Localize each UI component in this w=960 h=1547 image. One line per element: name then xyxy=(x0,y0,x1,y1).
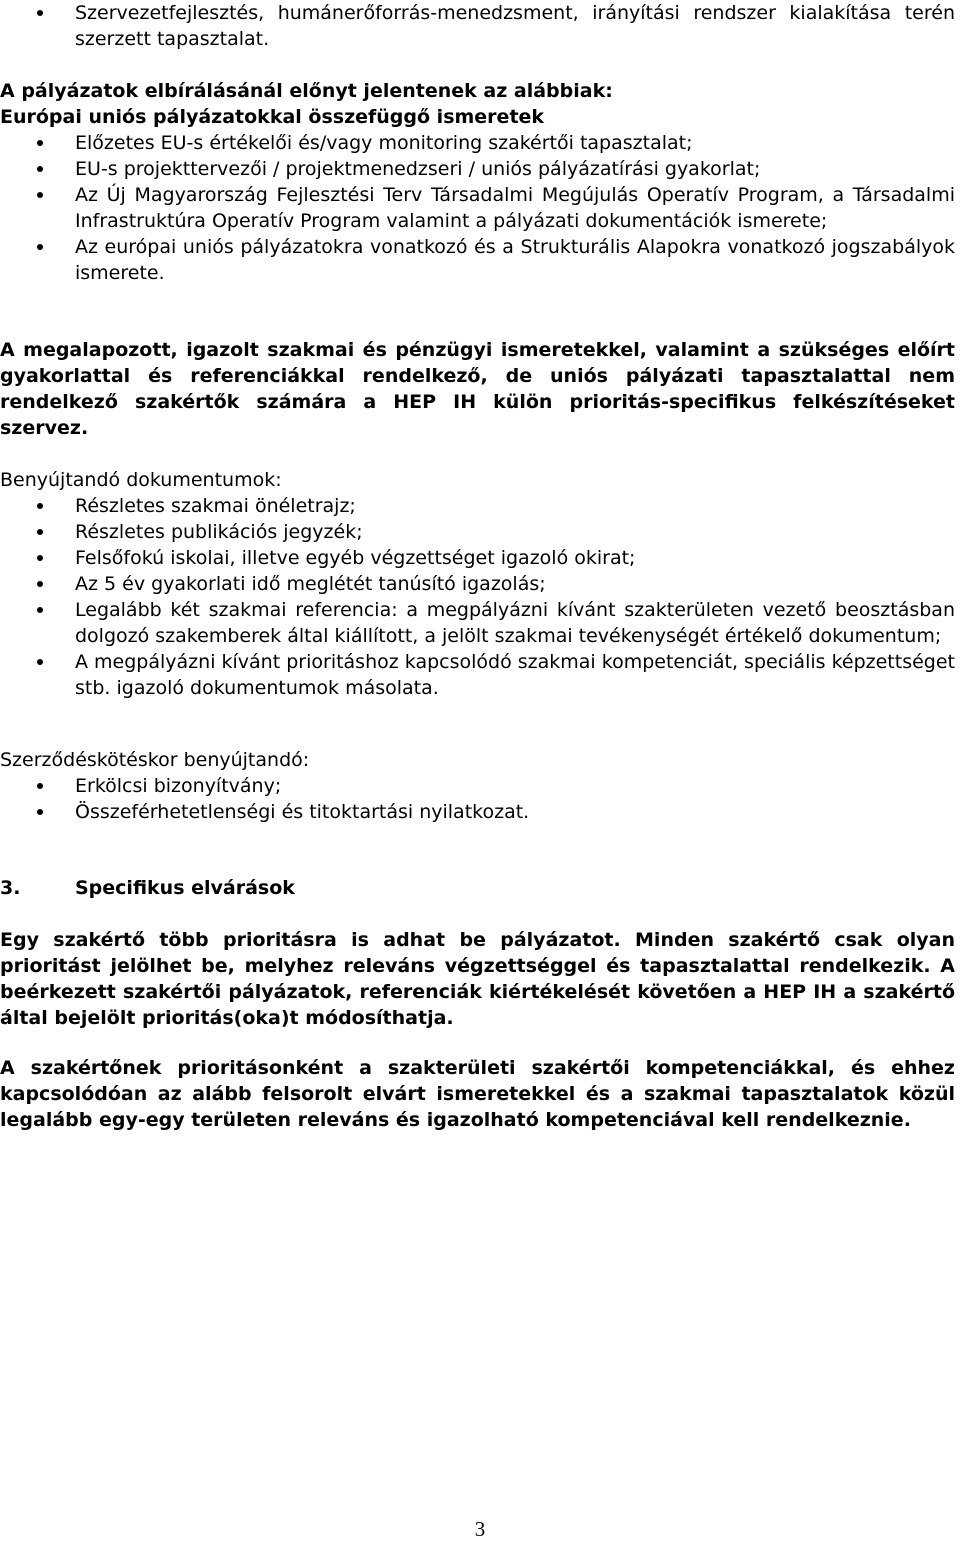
documents-list xyxy=(0,493,955,701)
list-item: Erkölcsi bizonyítvány; xyxy=(0,773,955,799)
eu-knowledge-subheading: Európai uniós pályázatokkal összefüggő ismeretek xyxy=(0,106,545,128)
section-title: Specifikus elvárások xyxy=(75,877,295,899)
list-item: Az európai uniós pályázatokra vonatkozó és a Strukturális Alapokra vonatkozó jogszabályok ismerete. xyxy=(0,234,955,286)
list-item: Összeférhetetlenségi és titoktartási nyilatkozat. xyxy=(0,799,955,825)
list-item: A megpályázni kívánt prioritáshoz kapcsolódó szakmai kompetenciát, speciális képzettséget stb. igazoló dokumentumok másolata. xyxy=(0,649,955,701)
advantages-heading: A pályázatok elbírálásánál előnyt jelentenek az alábbiak: xyxy=(0,80,613,102)
contract-documents-list xyxy=(0,773,955,825)
list-item: Szervezetfejlesztés, humánerőforrás-menedzsment, irányítási rendszer kialakítása terén szerzett tapasztalat. xyxy=(0,0,955,52)
page-number: 3 xyxy=(474,1517,486,1541)
list-item: Részletes szakmai önéletrajz; xyxy=(0,493,955,519)
experience-list-end xyxy=(0,0,955,52)
contract-documents-label: Szerződéskötéskor benyújtandó: xyxy=(0,749,310,771)
section-number: 3. xyxy=(0,877,21,899)
list-item: EU-s projekttervezői / projektmenedzseri / uniós pályázatírási gyakorlat; xyxy=(0,156,955,182)
specific-paragraph-1: Egy szakértő több prioritásra is adhat be pályázatot. Minden szakértő csak olyan prioritást jelölhet be, melyhez releváns végzettséggel és tapasztalattal rendelkezik. A beérkezett szakértői pályázatok, referenciák kiértékelését követően a HEP IH a szakértő által bejelölt prioritás(oka)t módosíthatja. xyxy=(0,929,955,1029)
training-paragraph: A megalapozott, igazolt szakmai és pénzügyi ismeretekkel, valamint a szükséges előírt gyakorlattal és referenciákkal rendelkező, de uniós pályázati tapasztalattal nem rendelkező szakértők számára a HEP IH külön prioritás-specifikus felkészítéseket szervez. xyxy=(0,339,955,439)
documents-label: Benyújtandó dokumentumok: xyxy=(0,469,282,491)
list-item: Legalább két szakmai referencia: a megpályázni kívánt szakterületen vezető beosztásban dolgozó szakemberek által kiállított, a jelölt szakmai tevékenységét értékelő dokumentum; xyxy=(0,597,955,649)
specific-paragraph-2: A szakértőnek prioritásonként a szakterületi szakértői kompetenciákkal, és ehhez kapcsolódóan az alább felsorolt elvárt ismeretekkel és a szakmai tapasztalatok közül legalább egy-egy területen releváns és igazolható kompetenciával kell rendelkeznie. xyxy=(0,1057,955,1131)
list-item: Részletes publikációs jegyzék; xyxy=(0,519,955,545)
advantages-list xyxy=(0,130,955,286)
list-item: Az Új Magyarország Fejlesztési Terv Társadalmi Megújulás Operatív Program, a Társadalmi Infrastruktúra Operatív Program valamint a pályázati dokumentációk ismerete; xyxy=(0,182,955,234)
list-item: Előzetes EU-s értékelői és/vagy monitoring szakértői tapasztalat; xyxy=(0,130,955,156)
list-item: Az 5 év gyakorlati idő meglétét tanúsító igazolás; xyxy=(0,571,955,597)
list-item: Felsőfokú iskolai, illetve egyéb végzettséget igazoló okirat; xyxy=(0,545,955,571)
